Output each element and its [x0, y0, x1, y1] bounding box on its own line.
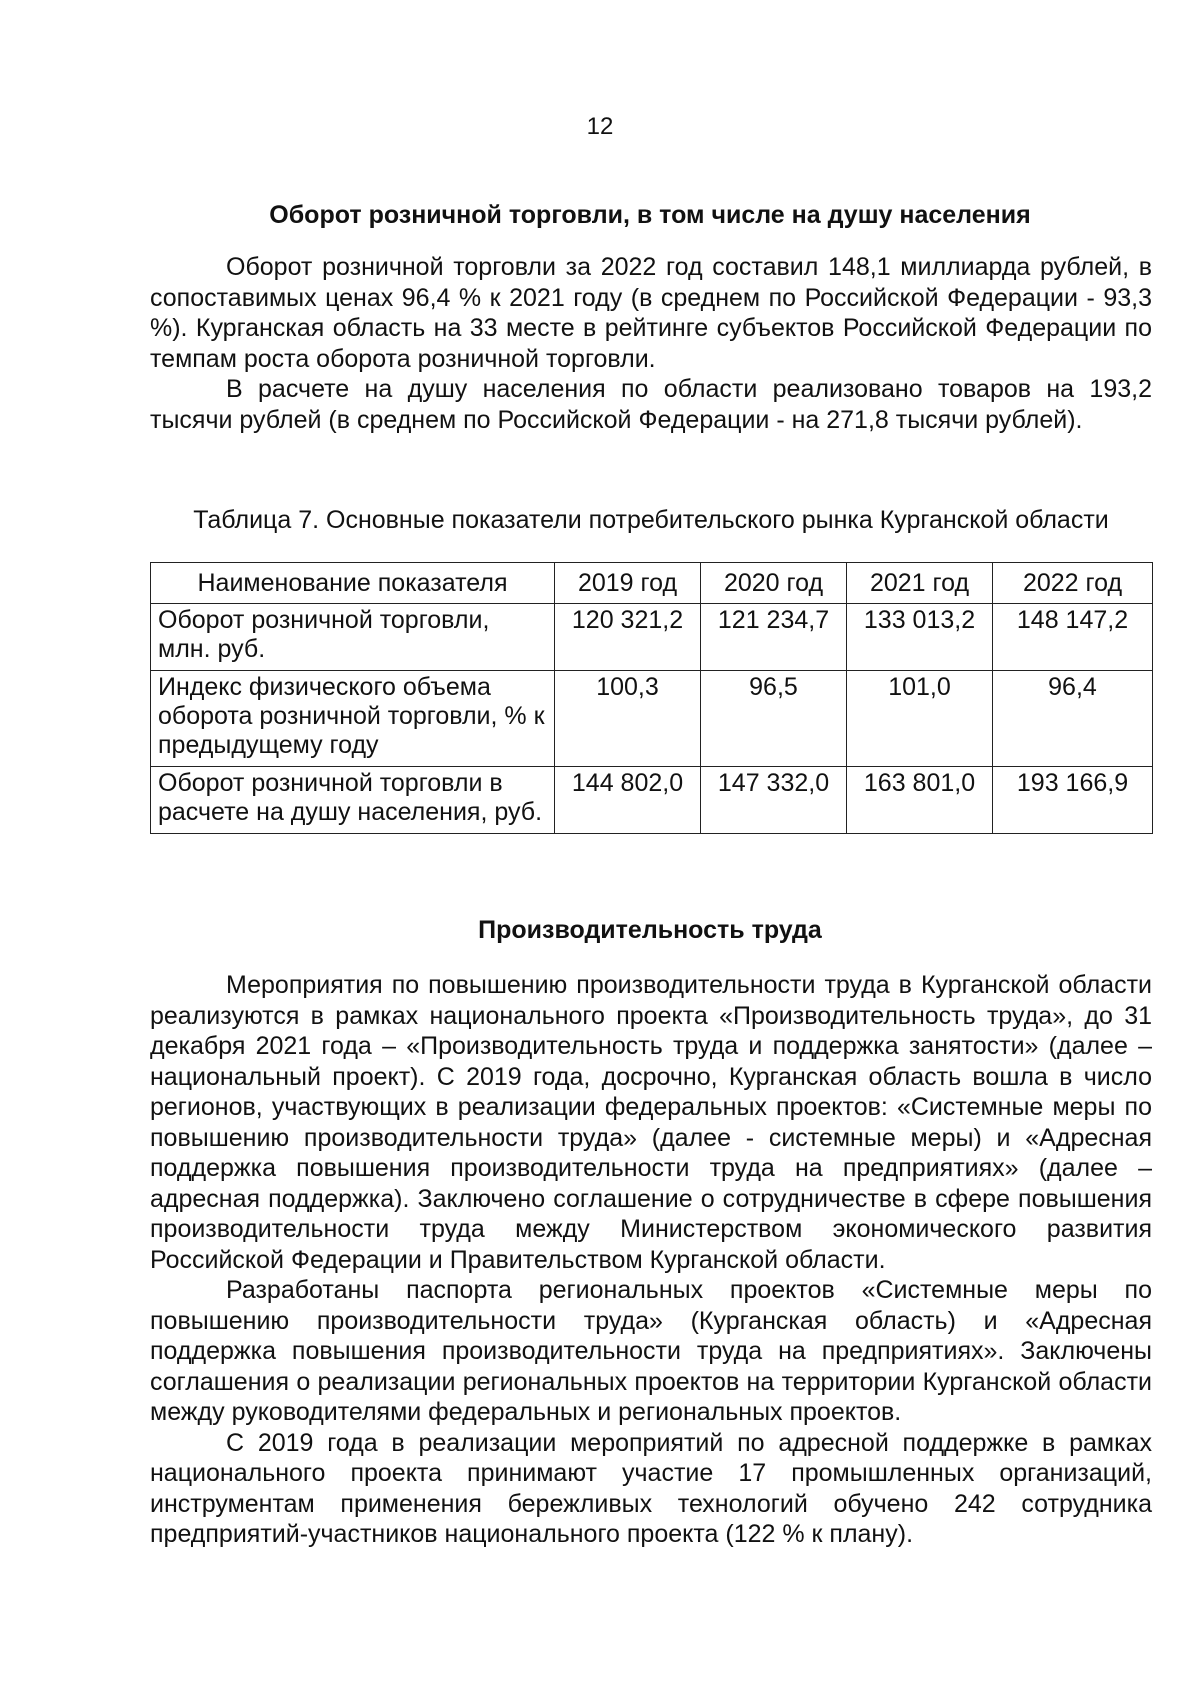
table-cell: 96,5 — [701, 671, 847, 767]
page-number: 12 — [586, 113, 614, 140]
section-title-productivity: Производительность труда — [478, 916, 822, 944]
paragraph: Оборот розничной торговли за 2022 год составил 148,1 миллиарда рублей, в сопоставимых ценах 96,4 % к 2021 году (в среднем по Российской Федерации - 93,3 %). Курганская область на 33 месте в рейтинге субъектов Российской Федерации по темпам роста оборота розничной торговли. — [150, 253, 1152, 373]
table-cell: 100,3 — [555, 671, 701, 767]
table-cell: 147 332,0 — [701, 767, 847, 834]
table-cell: 120 321,2 — [555, 604, 701, 671]
table-cell: 144 802,0 — [555, 767, 701, 834]
indicators-table — [150, 562, 1153, 834]
paragraph: Разработаны паспорта региональных проектов «Системные меры по повышению производительности труда» (Курганская область) и «Адресная поддержка повышения производительности труда на предприятиях». Заключены соглашения о реализации региональных проектов на территории Курганской области между руководителями федеральных и региональных проектов. — [150, 1276, 1152, 1426]
table-cell: 133 013,2 — [847, 604, 993, 671]
row-label: Индекс физического объема оборота розничной торговли, % к предыдущему году — [151, 671, 555, 767]
table-cell: 163 801,0 — [847, 767, 993, 834]
row-label: Оборот розничной торговли, млн. руб. — [151, 604, 555, 671]
column-header: 2019 год — [555, 563, 701, 604]
retail-text — [150, 252, 1152, 435]
table-header-row — [151, 563, 1153, 604]
column-header: 2022 год — [993, 563, 1153, 604]
table-row — [151, 767, 1153, 834]
section-title-retail: Оборот розничной торговли, в том числе на душу населения — [269, 201, 1031, 229]
paragraph: Мероприятия по повышению производительности труда в Курганской области реализуются в рамках национального проекта «Производительность труда», до 31 декабря 2021 года – «Производительность труда и поддержка занятости» (далее – национальный проект). С 2019 года, досрочно, Курганская область вошла в число регионов, участвующих в реализации федеральных проектов: «Системные меры по повышению производительности труда» (далее - системные меры) и «Адресная поддержка повышения производительности труда на предприятиях» (далее – адресная поддержка). Заключено соглашение о сотрудничестве в сфере повышения производительности труда между Министерством экономического развития Российской Федерации и Правительством Курганской области. — [150, 971, 1152, 1274]
column-header: Наименование показателя — [151, 563, 555, 604]
table-cell: 121 234,7 — [701, 604, 847, 671]
table-cell: 193 166,9 — [993, 767, 1153, 834]
paragraph: В расчете на душу населения по области реализовано товаров на 193,2 тысячи рублей (в среднем по Российской Федерации - на 271,8 тысячи рублей). — [150, 375, 1152, 434]
productivity-text — [150, 970, 1152, 1550]
paragraph: С 2019 года в реализации мероприятий по адресной поддержке в рамках национального проекта принимают участие 17 промышленных организаций, инструментам применения бережливых технологий обучено 242 сотрудника предприятий-участников национального проекта (122 % к плану). — [150, 1428, 1152, 1548]
table-caption: Таблица 7. Основные показатели потребительского рынка Курганской области — [193, 506, 1109, 534]
table-row — [151, 604, 1153, 671]
table-cell: 148 147,2 — [993, 604, 1153, 671]
table-cell: 101,0 — [847, 671, 993, 767]
table-row — [151, 671, 1153, 767]
row-label: Оборот розничной торговли в расчете на душу населения, руб. — [151, 767, 555, 834]
column-header: 2021 год — [847, 563, 993, 604]
column-header: 2020 год — [701, 563, 847, 604]
table-cell: 96,4 — [993, 671, 1153, 767]
